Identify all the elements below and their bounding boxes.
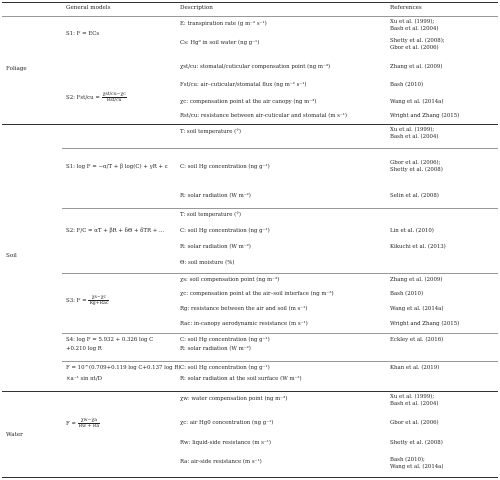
row-refs: Xu et al. (1999); Bash et al. (2004) (390, 127, 439, 140)
model-soil-s5-line2: ×a⁻¹ sin πt/D (66, 376, 102, 382)
row-refs: Zhang et al. (2009) (390, 64, 443, 70)
top-rule (2, 2, 498, 3)
row-desc: Ra: air-side resistance (m s⁻¹) (180, 459, 262, 465)
model-rule (62, 273, 498, 274)
row-desc: C: soil Hg concentration (ng g⁻¹) (180, 365, 270, 371)
row-desc: Θ: soil moisture (%) (180, 260, 235, 266)
row-refs: Gbor et al. (2006) (390, 420, 439, 426)
row-desc: C: soil Hg concentration (ng g⁻¹) (180, 337, 270, 343)
row-desc: E: transpiration rate (g m⁻² s⁻¹) (180, 21, 267, 27)
row-refs: Wright and Zhang (2015) (390, 321, 460, 327)
row-refs: Wang et al. (2014a) (390, 306, 444, 312)
model-rule (62, 361, 498, 362)
section-rule-soil-water (2, 391, 498, 392)
row-refs: Selin et al. (2008) (390, 193, 439, 199)
bottom-rule (2, 477, 498, 478)
section-foliage: Foliage (6, 66, 27, 72)
row-desc: Cs: Hg⁰ in soil water (ng g⁻¹) (180, 40, 260, 46)
section-water: Water (6, 432, 23, 438)
row-desc: χs: soil compensation point (ng m⁻³) (180, 277, 280, 283)
row-desc: Rw: liquid-side resistance (m s⁻¹) (180, 440, 272, 446)
row-refs: Shetty et al. (2008); Gbor et al. (2006) (390, 38, 445, 51)
model-soil-s5-line1: F = 10^(0.709+0.119 log C+0.137 log R) (66, 365, 181, 371)
fraction: $\frac{\text{χst/cu−χc}}{\text{Rst/cu}}$ (102, 92, 126, 104)
row-refs: Wright and Zhang (2015) (390, 113, 460, 119)
row-desc: χc: air Hg0 concentration (ng g⁻¹) (180, 420, 274, 426)
row-refs: Bash (2010) (390, 291, 424, 297)
row-desc: T: soil temperature (°) (180, 212, 242, 218)
row-desc: χw: water compensation point (ng m⁻³) (180, 396, 288, 402)
model-water: F = $\frac{\chi w-\chi a}{Rw + Ra}$ (66, 418, 100, 430)
row-refs: Lin et al. (2010) (390, 228, 434, 234)
model-soil-s1: S1: log F = −α/T + β log(C) + γR + ε (66, 164, 168, 170)
row-desc: R: solar radiation at the soil surface (W m⁻²) (180, 376, 302, 382)
row-refs: Zhang et al. (2009) (390, 277, 443, 283)
row-refs: Gbor et al. (2006); Shetty et al. (2008) (390, 160, 443, 173)
model-soil-s2: S2: F/C = αT + βR + δΘ + δTR + ... (66, 228, 165, 234)
row-desc: R: solar radiation (W m⁻²) (180, 244, 251, 250)
model-soil-s3: S3: F = $\frac{\chi s-\chi c}{\text{Rg+Rac}}$ (66, 295, 109, 307)
row-refs: Kikuchi et al. (2013) (390, 244, 446, 250)
model-rule (62, 208, 498, 209)
model-rule (62, 333, 498, 334)
header-references: References (390, 5, 422, 11)
header-general-models: General models (66, 5, 111, 11)
row-desc: C: soil Hg concentration (ng g⁻¹) (180, 228, 270, 234)
model-soil-s4-line1: S4: log F = 5.932 + 0.326 log C (66, 337, 154, 343)
row-desc: χst/cu: stomatal/cuticular compensation point (ng m⁻³) (180, 64, 331, 70)
row-refs: Wang et al. (2014a) (390, 99, 444, 105)
section-soil: Soil (6, 253, 17, 259)
row-desc: Rst/cu: resistance between air-cuticular and stomatal (m s⁻¹) (180, 113, 348, 119)
row-desc: χc: compensation point at the air canopy (ng m⁻³) (180, 99, 317, 105)
model-rule (62, 148, 498, 149)
model-foliage-s2: S2: Fst/cu = $\frac{\text{χst/cu−χc}}{\text{Rst/cu}}$ (66, 92, 126, 104)
row-refs: Eckley et al. (2016) (390, 337, 444, 343)
row-desc: C: soil Hg concentration (ng g⁻¹) (180, 164, 270, 170)
row-refs: Khan et al. (2019) (390, 365, 440, 371)
row-desc: R: solar radiation (W m⁻²) (180, 193, 251, 199)
header-description: Description (180, 5, 213, 11)
section-rule-foliage-soil (2, 124, 498, 125)
fraction: $\frac{\chi s-\chi c}{\text{Rg+Rac}}$ (89, 295, 109, 307)
row-desc: χc: compensation point at the air–soil interface (ng m⁻³) (180, 291, 334, 297)
header-rule (2, 16, 498, 17)
row-refs: Shetty et al. (2008) (390, 440, 443, 446)
row-desc: Rg: resistance between the air and soil (m s⁻¹) (180, 306, 308, 312)
model-foliage-s1: S1: F = ECs (66, 31, 100, 37)
row-refs: Bash (2010) (390, 82, 424, 88)
fraction: $\frac{\chi w-\chi a}{Rw + Ra}$ (78, 418, 100, 430)
row-refs: Xu et al. (1999); Bash et al. (2004) (390, 394, 439, 407)
row-desc: Fst/cu: air–cuticular/stomatal flux (ng m⁻² s⁻¹) (180, 82, 307, 88)
row-desc: T: soil temperature (°) (180, 129, 242, 135)
row-desc: Rac: in-canopy aerodynamic resistance (m s⁻¹) (180, 321, 308, 327)
row-desc: R: solar radiation (W m⁻²) (180, 346, 251, 352)
row-refs: Bash (2010); Wang et al. (2014a) (390, 457, 444, 470)
row-refs: Xu et al. (1999); Bash et al. (2004) (390, 19, 439, 32)
model-soil-s4-line2: +0.210 log R (66, 346, 102, 352)
